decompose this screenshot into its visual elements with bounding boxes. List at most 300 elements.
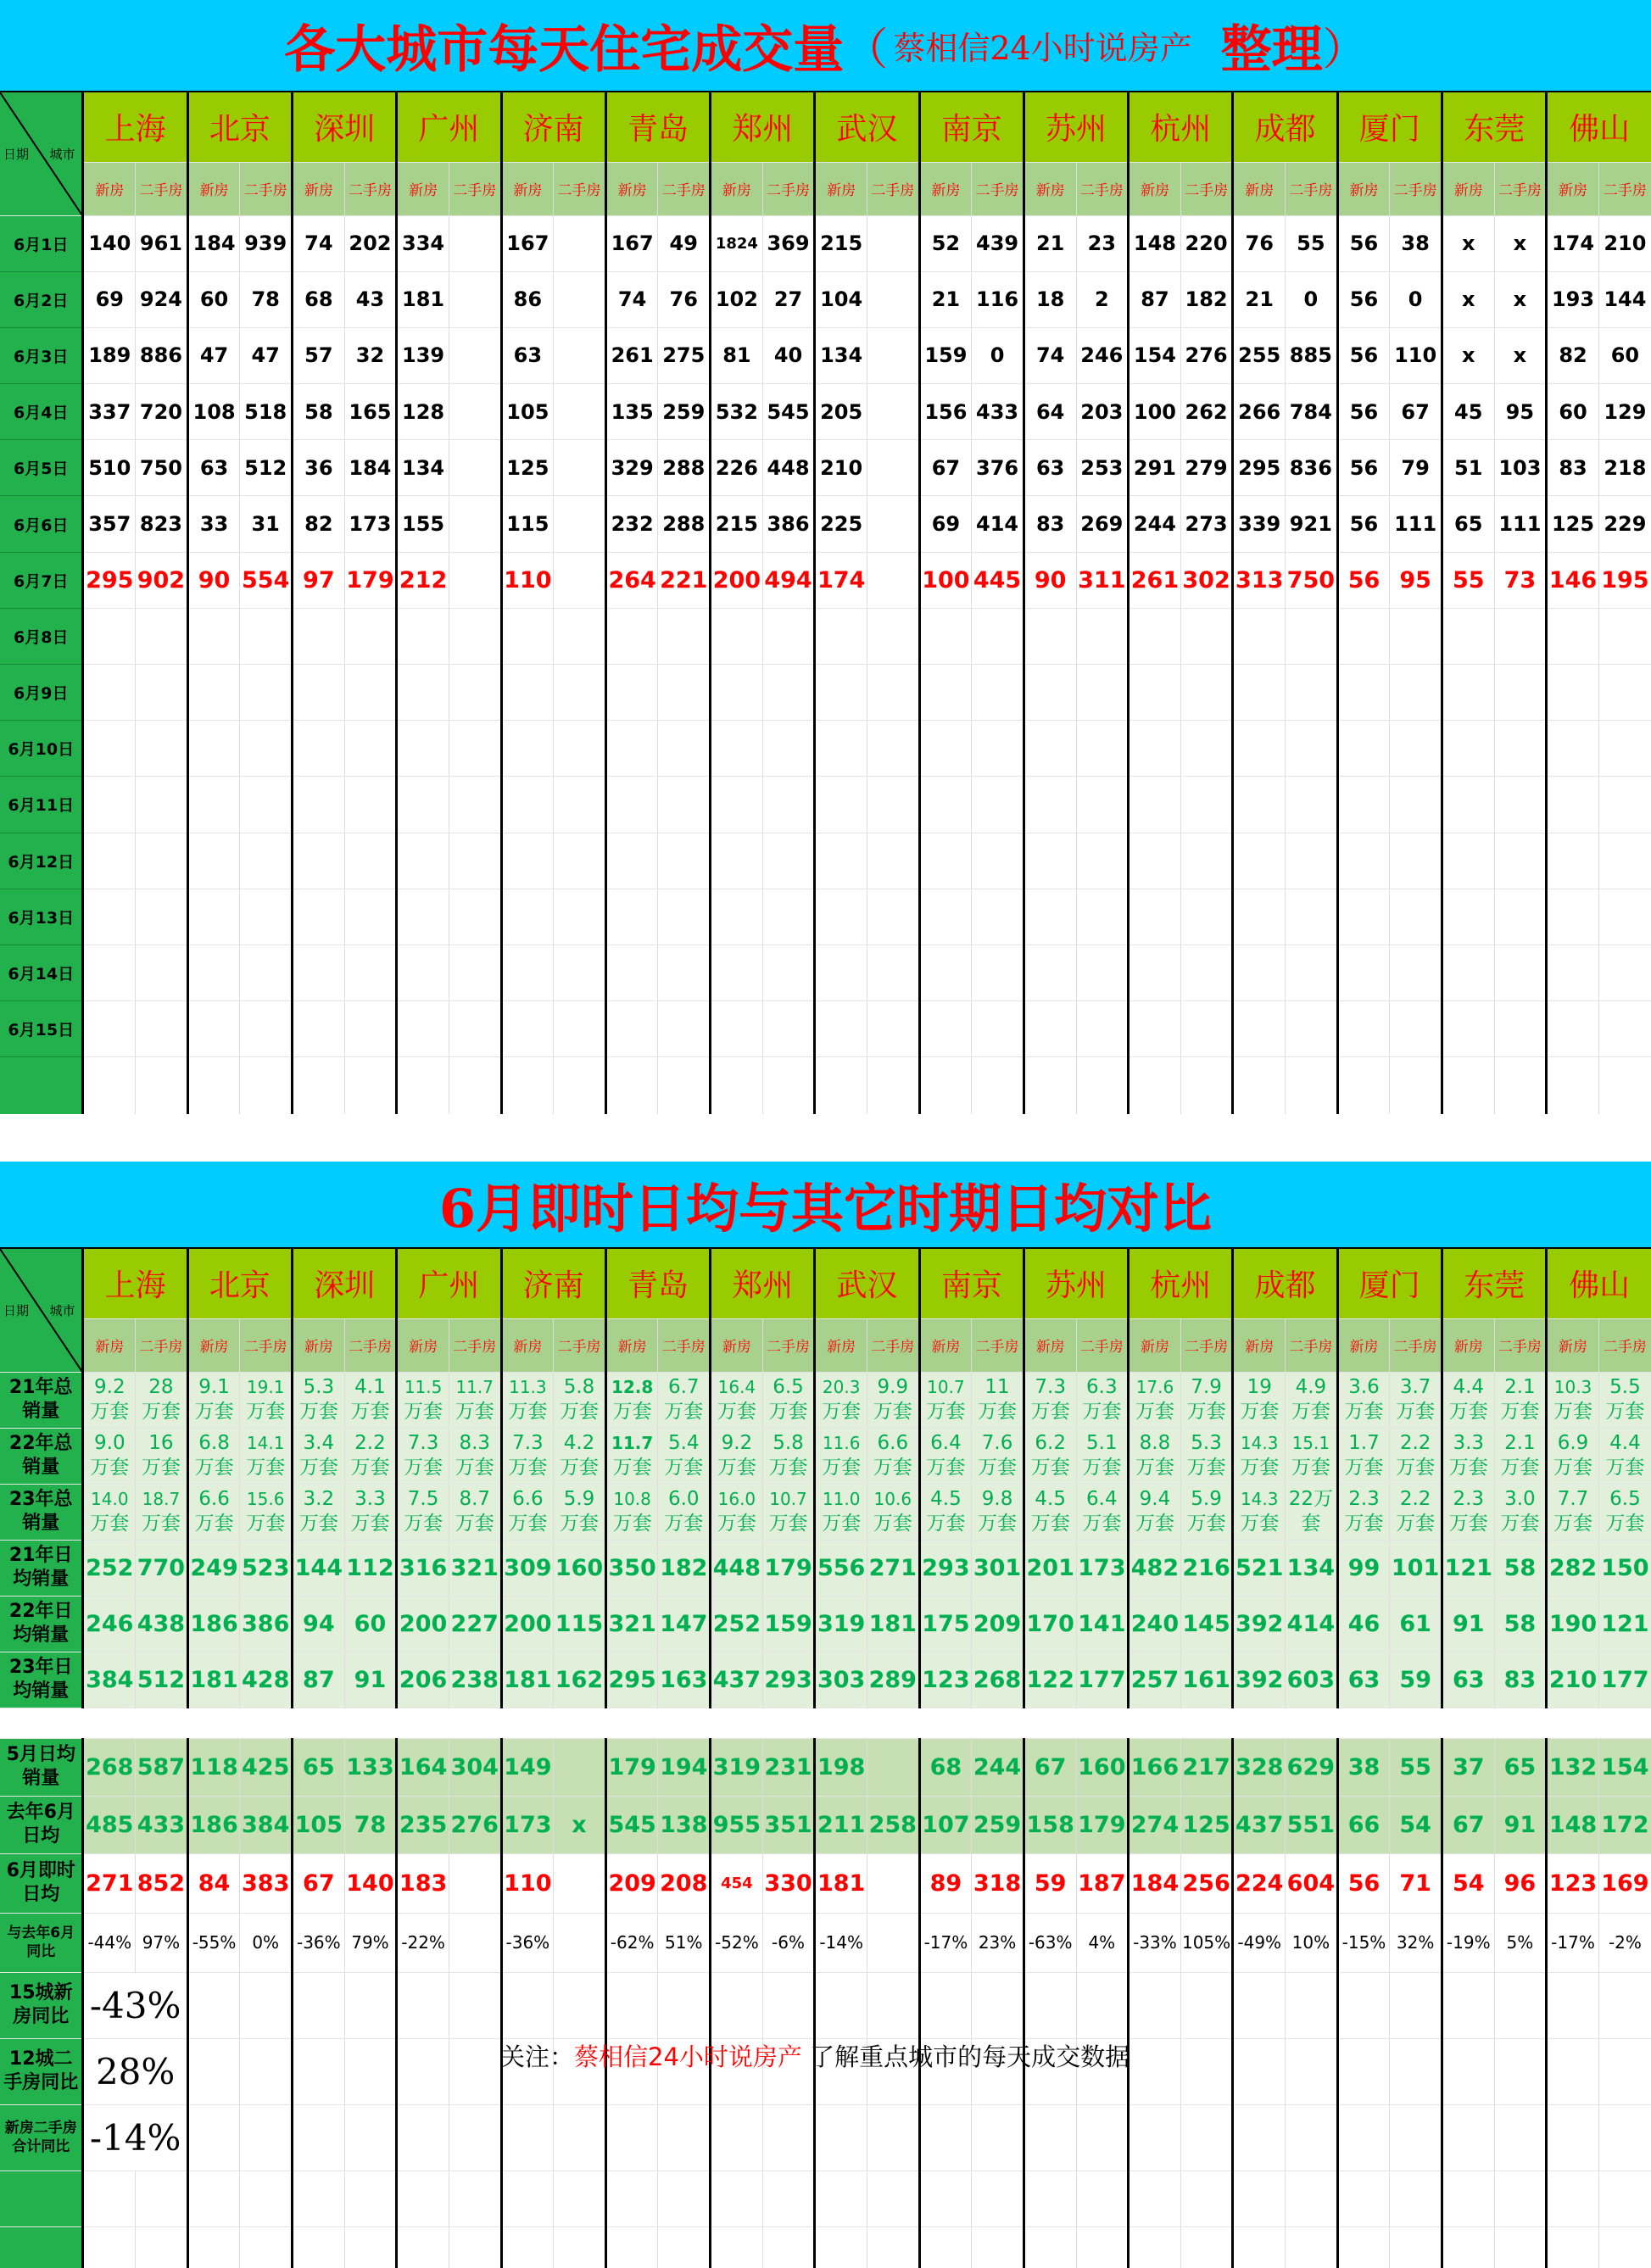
sub-header-second: 二手房 [972, 162, 1024, 215]
june-now-avg-cell: 330 [762, 1853, 815, 1913]
empty-cell [1547, 2104, 1599, 2170]
daily-cell: 302 [1180, 552, 1233, 608]
may-avg-cell: 55 [1390, 1738, 1442, 1796]
sub-header-second: 二手房 [1180, 1318, 1233, 1372]
total-value: 16 [148, 1432, 174, 1454]
may-avg-cell: 118 [187, 1738, 240, 1796]
daily-cell: 554 [240, 552, 293, 608]
empty-cell [867, 2226, 919, 2268]
daily-cell [1547, 945, 1599, 1000]
cmp-corner-cell [0, 1249, 83, 1372]
empty-cell [1547, 2170, 1599, 2226]
daily-avg-cell: 60 [344, 1596, 397, 1652]
daily-avg-cell: 46 [1337, 1596, 1390, 1652]
daily-cell [554, 945, 606, 1000]
total-value: 6.9 [1557, 1432, 1589, 1454]
empty-cell [1547, 2038, 1599, 2104]
daily-cell [1598, 665, 1651, 721]
total-unit: 万套 [717, 1401, 756, 1423]
empty-cell [240, 2104, 293, 2170]
daily-cell [187, 777, 240, 833]
daily-cell: 76 [658, 271, 711, 327]
daily-cell [240, 777, 293, 833]
daily-cell: 433 [972, 384, 1024, 440]
daily-cell: 90 [187, 552, 240, 608]
daily-cell [1180, 608, 1233, 664]
yoy-cell: 97% [136, 1913, 188, 1972]
empty-cell [240, 1972, 293, 2038]
daily-cell [240, 833, 293, 889]
daily-cell: 311 [1076, 552, 1129, 608]
empty-cell [1129, 2170, 1181, 2226]
daily-cell [1442, 1001, 1494, 1057]
daily-cell: 269 [1076, 496, 1129, 552]
daily-cell [397, 1001, 449, 1057]
daily-cell [554, 1001, 606, 1057]
may-avg-cell: 194 [658, 1738, 711, 1796]
daily-date-label: 6月6日 [0, 496, 83, 552]
total-value: 6.6 [198, 1488, 230, 1510]
total-sales-cell [293, 1372, 345, 1428]
sub-header-second: 二手房 [240, 1318, 293, 1372]
daily-cell [1547, 777, 1599, 833]
daily-cell [501, 1057, 554, 1114]
daily-cell [1233, 777, 1286, 833]
daily-row [0, 1057, 1651, 1114]
city-header-10: 杭州 [1129, 1249, 1233, 1318]
june-now-avg-cell [449, 1853, 501, 1913]
yoy-cell: -19% [1442, 1913, 1494, 1972]
daily-cell [867, 777, 919, 833]
last-june-avg-cell: 235 [397, 1796, 449, 1853]
june-now-avg-cell: 184 [1129, 1853, 1181, 1913]
sub-header-new: 新房 [83, 162, 136, 215]
total-sales-cell [1180, 1372, 1233, 1428]
daily-cell [658, 777, 711, 833]
empty-cell [449, 2170, 501, 2226]
may-avg-cell: 67 [1024, 1738, 1076, 1796]
daily-cell [1076, 945, 1129, 1000]
empty-cell [1286, 2226, 1338, 2268]
yoy-cell: -14% [815, 1913, 867, 1972]
daily-cell: 52 [919, 215, 972, 271]
main-title: 各大城市每天住宅成交量 [284, 20, 845, 80]
empty-cell [1337, 1972, 1390, 2038]
follow-note [500, 2038, 1129, 2073]
total-value: 6.3 [1086, 1376, 1118, 1398]
daily-cell [867, 889, 919, 945]
last-june-avg-cell: 158 [1024, 1796, 1076, 1853]
daily-cell [1286, 1001, 1338, 1057]
daily-cell: 47 [187, 327, 240, 383]
daily-cell [240, 945, 293, 1000]
daily-cell [1286, 945, 1338, 1000]
daily-cell: 21 [1024, 215, 1076, 271]
daily-avg-cell: 428 [240, 1652, 293, 1708]
total-sales-cell [293, 1428, 345, 1484]
daily-avg-cell: 293 [762, 1652, 815, 1708]
total-sales-cell [658, 1484, 711, 1540]
daily-date-label: 6月4日 [0, 384, 83, 440]
daily-cell [554, 889, 606, 945]
total-value: 5.3 [1191, 1432, 1222, 1454]
june-now-avg-cell: 67 [293, 1853, 345, 1913]
sub-header-new: 新房 [605, 162, 658, 215]
daily-avg-cell: 303 [815, 1652, 867, 1708]
daily-cell: 79 [1390, 440, 1442, 496]
total-sales-cell [658, 1428, 711, 1484]
total-value: 28 [148, 1376, 174, 1398]
daily-avg-cell: 181 [501, 1652, 554, 1708]
total-value: 6.6 [512, 1488, 544, 1510]
may-avg-cell [554, 1738, 606, 1796]
empty-cell [1598, 2226, 1651, 2268]
daily-cell [1390, 889, 1442, 945]
daily-cell [919, 833, 972, 889]
empty-cell [1129, 2104, 1181, 2170]
total-unit: 万套 [1030, 1457, 1070, 1479]
total-value: 4.4 [1453, 1376, 1485, 1398]
daily-cell [449, 552, 501, 608]
daily-cell [449, 777, 501, 833]
daily-avg-cell: 238 [449, 1652, 501, 1708]
june-now-avg-cell: 256 [1180, 1853, 1233, 1913]
daily-avg-cell: 63 [1337, 1652, 1390, 1708]
total-sales-cell [1233, 1372, 1286, 1428]
total-sales-cell [83, 1372, 136, 1428]
daily-avg-cell: 83 [1494, 1652, 1547, 1708]
last-june-avg-cell: 91 [1494, 1796, 1547, 1853]
empty-cell [1024, 2170, 1076, 2226]
total-unit: 万套 [1553, 1513, 1593, 1535]
daily-cell: 100 [919, 552, 972, 608]
daily-cell: 262 [1180, 384, 1233, 440]
sub-header-new: 新房 [1547, 162, 1599, 215]
daily-cell: 27 [762, 271, 815, 327]
daily-cell [867, 1001, 919, 1057]
empty-cell [397, 2104, 449, 2170]
total-sales-cell [240, 1372, 293, 1428]
main-title-bar [0, 0, 1651, 92]
daily-avg-cell: 249 [187, 1540, 240, 1596]
empty-cell [1180, 2038, 1233, 2104]
daily-cell [240, 1057, 293, 1114]
summary-row [0, 2104, 1651, 2170]
daily-avg-cell: 216 [1180, 1540, 1233, 1596]
total-sales-cell [1442, 1484, 1494, 1540]
daily-cell: 134 [815, 327, 867, 383]
daily-cell: 259 [658, 384, 711, 440]
total-value: 22万 [1288, 1488, 1333, 1510]
daily-cell: 288 [658, 496, 711, 552]
daily-cell: 58 [293, 384, 345, 440]
sub-header-new: 新房 [1547, 1318, 1599, 1372]
daily-cell [449, 833, 501, 889]
daily-cell: 885 [1286, 327, 1338, 383]
daily-avg-label: 21年日均销量 [0, 1540, 83, 1596]
sub-header-new: 新房 [815, 162, 867, 215]
daily-cell [1233, 945, 1286, 1000]
daily-cell [762, 833, 815, 889]
daily-cell: 334 [397, 215, 449, 271]
daily-cell [344, 721, 397, 777]
daily-avg-cell: 301 [972, 1540, 1024, 1596]
daily-cell [344, 945, 397, 1000]
total-value: 19 [1247, 1376, 1272, 1398]
last-june-avg-cell: 67 [1442, 1796, 1494, 1853]
sub-header-new: 新房 [815, 1318, 867, 1372]
daily-cell [293, 608, 345, 664]
total-sales-cell [554, 1372, 606, 1428]
daily-cell [554, 327, 606, 383]
daily-cell [658, 945, 711, 1000]
daily-avg-cell: 190 [1547, 1596, 1599, 1652]
yoy-cell: 23% [972, 1913, 1024, 1972]
daily-avg-cell: 145 [1180, 1596, 1233, 1652]
daily-avg-cell: 177 [1076, 1652, 1129, 1708]
total-sales-cell [711, 1484, 763, 1540]
last-june-avg-cell: 545 [605, 1796, 658, 1853]
daily-cell [397, 945, 449, 1000]
daily-cell: 56 [1337, 327, 1390, 383]
total-sales-cell [1442, 1428, 1494, 1484]
daily-cell [1129, 945, 1181, 1000]
daily-cell [554, 552, 606, 608]
may-avg-cell: 629 [1286, 1738, 1338, 1796]
total-unit: 万套 [1240, 1401, 1280, 1423]
last-june-avg-cell: 551 [1286, 1796, 1338, 1853]
daily-date-label [0, 1057, 83, 1114]
last-june-avg-cell: 173 [501, 1796, 554, 1853]
daily-cell [136, 889, 188, 945]
city-header-6: 郑州 [711, 1249, 815, 1318]
daily-cell [1024, 665, 1076, 721]
total-unit: 万套 [298, 1457, 338, 1479]
daily-cell [1390, 608, 1442, 664]
total-value: 14.3 [1240, 1489, 1279, 1509]
summary-label: 15城新房同比 [0, 1972, 83, 2038]
daily-cell: 246 [1076, 327, 1129, 383]
daily-cell: 244 [1129, 496, 1181, 552]
total-value: 5.1 [1086, 1432, 1118, 1454]
daily-avg-cell: 123 [919, 1652, 972, 1708]
total-value: 7.3 [512, 1432, 544, 1454]
total-unit: 万套 [1448, 1513, 1488, 1535]
daily-cell [972, 1001, 1024, 1057]
last-june-avg-cell: 179 [1076, 1796, 1129, 1853]
june-now-avg-cell: 89 [919, 1853, 972, 1913]
daily-cell: x [1494, 327, 1547, 383]
daily-cell [1286, 777, 1338, 833]
total-sales-cell [762, 1428, 815, 1484]
daily-cell: 195 [1598, 552, 1651, 608]
daily-avg-cell: 227 [449, 1596, 501, 1652]
daily-cell [762, 945, 815, 1000]
daily-cell: 337 [83, 384, 136, 440]
daily-cell [1598, 1057, 1651, 1114]
daily-cell [449, 1057, 501, 1114]
daily-cell [187, 665, 240, 721]
daily-cell [449, 327, 501, 383]
daily-cell [397, 1057, 449, 1114]
daily-cell: 886 [136, 327, 188, 383]
daily-avg-cell: 173 [1076, 1540, 1129, 1596]
daily-cell: 83 [1024, 496, 1076, 552]
daily-cell [449, 271, 501, 327]
daily-cell: 921 [1286, 496, 1338, 552]
daily-avg-cell: 181 [867, 1596, 919, 1652]
daily-cell [83, 721, 136, 777]
daily-avg-cell: 240 [1129, 1596, 1181, 1652]
sub-header-new: 新房 [1233, 1318, 1286, 1372]
daily-cell [136, 1057, 188, 1114]
daily-avg-cell: 206 [397, 1652, 449, 1708]
daily-cell [240, 665, 293, 721]
may-avg-cell: 231 [762, 1738, 815, 1796]
city-header-4: 济南 [501, 1249, 605, 1318]
daily-cell [1180, 889, 1233, 945]
daily-cell [1547, 889, 1599, 945]
last-june-avg-cell: 351 [762, 1796, 815, 1853]
daily-cell [1180, 1001, 1233, 1057]
sub-header-second: 二手房 [1494, 162, 1547, 215]
daily-cell [1337, 889, 1390, 945]
june-now-avg-cell: 169 [1598, 1853, 1651, 1913]
daily-cell [1390, 721, 1442, 777]
total-value: 10.3 [1553, 1377, 1592, 1397]
total-sales-cell [919, 1372, 972, 1428]
total-sales-cell [449, 1372, 501, 1428]
daily-avg-cell: 252 [711, 1596, 763, 1652]
total-value: 6.5 [1609, 1488, 1641, 1510]
daily-avg-cell: 160 [554, 1540, 606, 1596]
daily-cell: 0 [1390, 271, 1442, 327]
total-value: 15.1 [1291, 1433, 1330, 1453]
last-june-avg-cell: 107 [919, 1796, 972, 1853]
city-header-0: 上海 [83, 1249, 187, 1318]
total-unit: 万套 [141, 1513, 181, 1535]
yoy-cell: -17% [1547, 1913, 1599, 1972]
daily-cell [972, 945, 1024, 1000]
daily-cell [501, 833, 554, 889]
total-value: 9.0 [94, 1432, 125, 1454]
total-value: 5.8 [773, 1432, 804, 1454]
total-unit: 万套 [978, 1401, 1018, 1423]
last-june-avg-cell: 259 [972, 1796, 1024, 1853]
daily-cell [344, 889, 397, 945]
daily-cell [711, 665, 763, 721]
june-now-avg-cell [867, 1853, 919, 1913]
june-now-avg-cell: 383 [240, 1853, 293, 1913]
daily-avg-cell: 99 [1337, 1540, 1390, 1596]
yoy-cell: 105% [1180, 1913, 1233, 1972]
empty-cell [449, 2226, 501, 2268]
daily-cell [919, 1001, 972, 1057]
may-avg-cell: 38 [1337, 1738, 1390, 1796]
daily-cell: 295 [1233, 440, 1286, 496]
daily-avg-cell: 121 [1442, 1540, 1494, 1596]
daily-cell: 56 [1337, 552, 1390, 608]
daily-date-label: 6月12日 [0, 833, 83, 889]
comparison-section [0, 1249, 1651, 2268]
daily-cell: 448 [762, 440, 815, 496]
daily-cell: 33 [187, 496, 240, 552]
total-unit: 万套 [141, 1401, 181, 1423]
daily-cell: 275 [658, 327, 711, 383]
total-sales-cell [867, 1372, 919, 1428]
daily-avg-cell: 87 [293, 1652, 345, 1708]
empty-cell [397, 1972, 449, 2038]
yoy-label: 与去年6月同比 [0, 1913, 83, 1972]
city-header-7: 武汉 [815, 92, 919, 162]
daily-cell [1494, 721, 1547, 777]
title-organize: 整理 [1220, 20, 1323, 80]
empty-cell [1129, 2038, 1181, 2104]
yoy-cell: -6% [762, 1913, 815, 1972]
daily-cell [1390, 1057, 1442, 1114]
total-unit: 万套 [1344, 1401, 1384, 1423]
daily-cell [1494, 665, 1547, 721]
last-june-avg-cell: 125 [1180, 1796, 1233, 1853]
daily-cell [1598, 889, 1651, 945]
total-value: 7.9 [1191, 1376, 1222, 1398]
total-sales-cell [605, 1428, 658, 1484]
daily-cell [501, 889, 554, 945]
daily-cell [554, 271, 606, 327]
daily-cell: 210 [1598, 215, 1651, 271]
daily-cell [972, 1057, 1024, 1114]
total-value: 7.5 [407, 1488, 439, 1510]
total-unit: 万套 [1605, 1513, 1645, 1535]
empty-cell [762, 2104, 815, 2170]
daily-avg-cell: 182 [658, 1540, 711, 1596]
empty-cell [867, 2104, 919, 2170]
total-unit: 万套 [559, 1401, 599, 1423]
daily-row [0, 889, 1651, 945]
empty-cell [293, 2170, 345, 2226]
total-unit: 万套 [90, 1513, 130, 1535]
daily-avg-cell: 316 [397, 1540, 449, 1596]
empty-cell [344, 1972, 397, 2038]
total-value: 7.6 [981, 1432, 1013, 1454]
daily-cell: 56 [1337, 271, 1390, 327]
total-unit: 万套 [768, 1513, 808, 1535]
daily-cell [1180, 1057, 1233, 1114]
daily-cell [815, 889, 867, 945]
daily-cell [605, 665, 658, 721]
empty-cell [1286, 1972, 1338, 2038]
city-header-9: 苏州 [1024, 1249, 1128, 1318]
empty-cell [554, 1972, 606, 2038]
daily-cell: 82 [1547, 327, 1599, 383]
daily-cell [815, 777, 867, 833]
daily-row [0, 721, 1651, 777]
daily-cell: 108 [187, 384, 240, 440]
daily-cell [1337, 777, 1390, 833]
daily-cell: 148 [1129, 215, 1181, 271]
daily-cell [554, 215, 606, 271]
daily-cell: 174 [1547, 215, 1599, 271]
total-value: 7.7 [1557, 1488, 1589, 1510]
june-now-avg-cell: 84 [187, 1853, 240, 1913]
total-value: 2.3 [1453, 1488, 1485, 1510]
june-now-avg-cell: 181 [815, 1853, 867, 1913]
total-value: 10.6 [873, 1489, 912, 1509]
daily-cell: 95 [1390, 552, 1442, 608]
empty-cell [1233, 2170, 1286, 2226]
yoy-cell: 4% [1076, 1913, 1129, 1972]
daily-cell [554, 777, 606, 833]
